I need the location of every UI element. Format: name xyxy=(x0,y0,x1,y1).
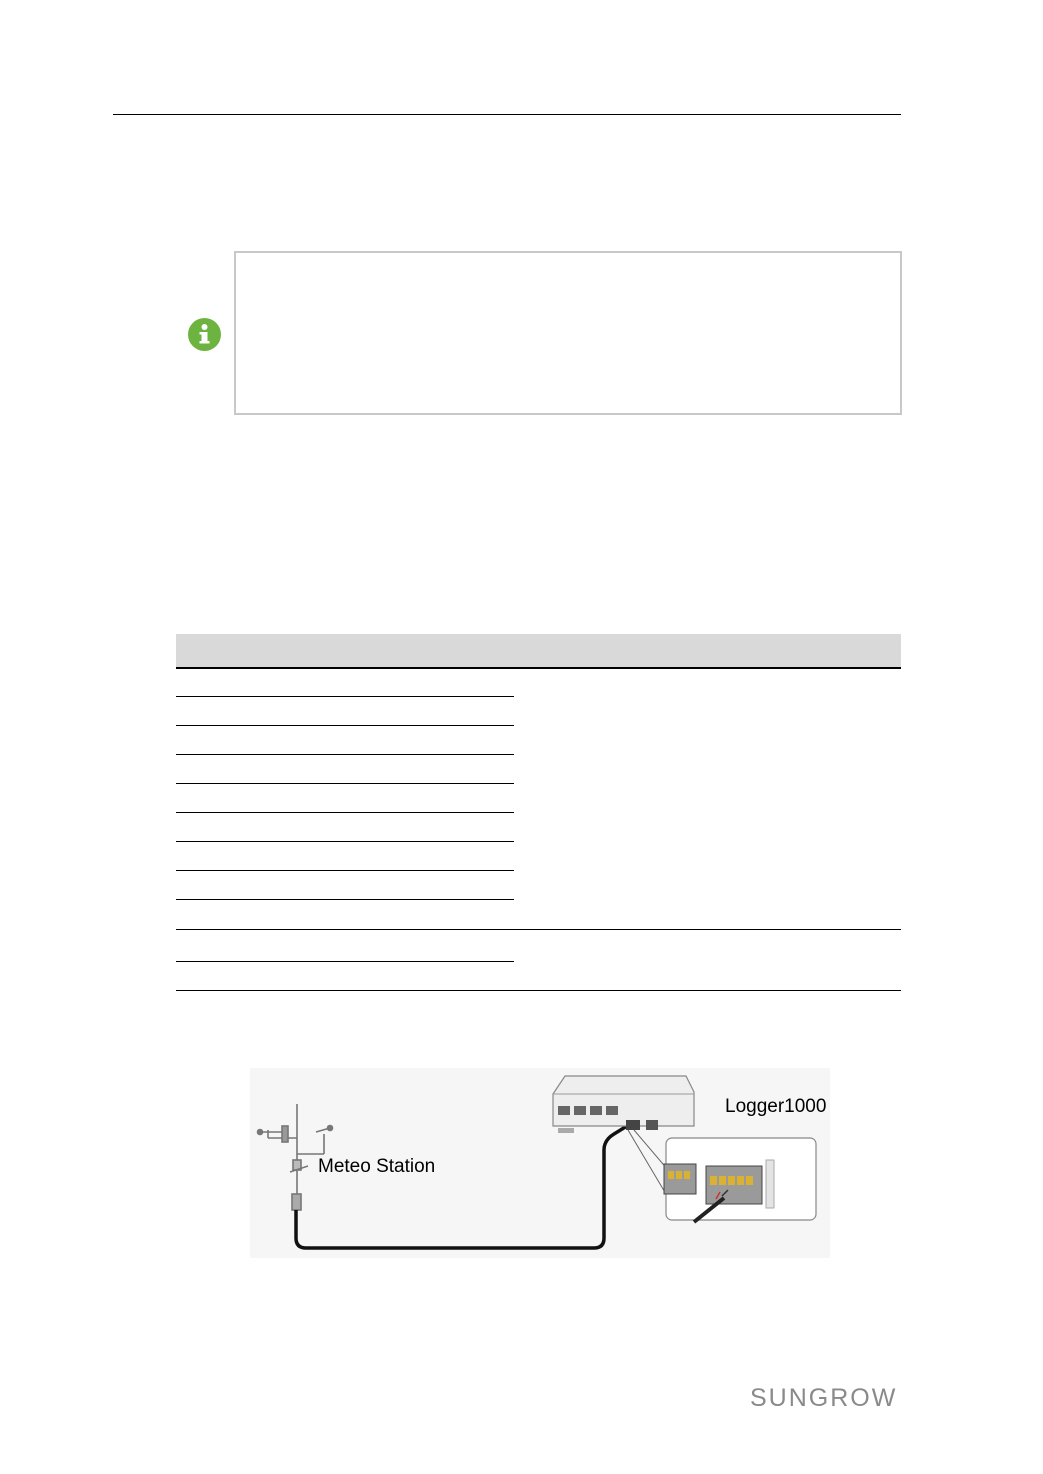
table-row-divider xyxy=(176,841,514,842)
table-row-divider xyxy=(176,812,514,813)
table-row-divider xyxy=(176,754,514,755)
table-header xyxy=(176,634,901,669)
table-row-divider xyxy=(176,783,514,784)
wiring-diagram xyxy=(250,1068,830,1258)
logger-label: Logger1000 xyxy=(725,1096,827,1117)
info-icon xyxy=(188,318,221,351)
note-box xyxy=(234,251,902,415)
table-bottom-rule xyxy=(176,990,901,991)
sungrow-logo: SUNGROW xyxy=(750,1384,898,1412)
table-row-divider xyxy=(176,696,514,697)
table-group-divider xyxy=(176,929,901,930)
logger-device-icon xyxy=(553,1076,694,1133)
meteo-station-label: Meteo Station xyxy=(318,1156,436,1177)
terminal-detail-inset xyxy=(664,1138,816,1222)
table-row-divider xyxy=(176,899,514,900)
table-row-divider xyxy=(176,870,514,871)
table-row-divider xyxy=(176,961,514,962)
table-row-divider xyxy=(176,725,514,726)
header-rule xyxy=(113,114,901,115)
specification-table xyxy=(176,634,901,994)
